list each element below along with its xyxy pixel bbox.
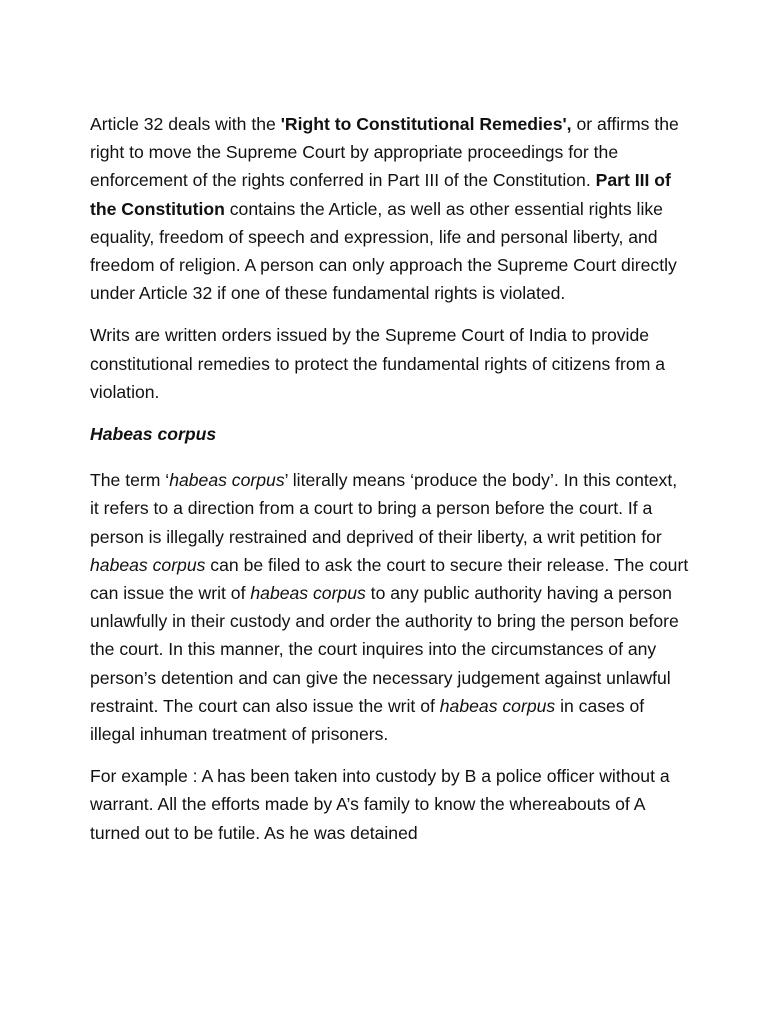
bold-phrase-part-iii: Part III of the Constitution (90, 170, 671, 219)
italic-term: habeas corpus (250, 583, 366, 604)
paragraph-example: For example : A has been taken into custody by B a police officer without a warrant. All the efforts made by A’s family to know the whereabouts of A turned out to be futile. As he was detained (90, 766, 670, 843)
text-run: in cases of illegal inhuman treatment of prisoners. (90, 695, 645, 745)
text-run: The term ‘ (90, 470, 170, 491)
text-run: can be filed to ask the court to secure their release. The court can issue the writ of (90, 554, 689, 604)
document-body (90, 110, 690, 861)
section-heading-habeas-corpus: Habeas corpus (90, 424, 217, 445)
text-run: or affirms the right to move the Supreme Court by appropriate proceedings for the enforcement of the rights conferred in Part III of the Constitution. (90, 114, 679, 191)
text-run: ’ literally means ‘produce the body’. In this context, it refers to a direction from a court to bring a person before the court. If a person is illegally restrained and deprived of their liberty, a writ petition for (90, 470, 678, 547)
paragraph-writs: Writs are written orders issued by the Supreme Court of India to provide constitutional remedies to protect the fundamental rights of citizens from a violation. (90, 325, 666, 402)
bold-phrase-right-to-constitutional-remedies: 'Right to Constitutional Remedies', (280, 114, 572, 134)
text-run: Article 32 deals with the (90, 114, 281, 134)
italic-term: habeas corpus (439, 695, 556, 716)
italic-term: habeas corpus (169, 470, 285, 491)
text-run: to any public authority having a person unlawfully in their custody and order the authority to bring the person before the court. In this manner, the court inquires into the circumstances of any person’s detention and can give the necessary judgement against unlawful restraint. The court can also issue the writ of (90, 583, 679, 716)
italic-term: habeas corpus (90, 554, 206, 575)
paragraph-habeas-corpus (90, 466, 690, 748)
text-run: contains the Article, as well as other essential rights like equality, freedom of speech and expression, life and personal liberty, and freedom of religion. A person can only approach the Supreme Court directly under Article 32 if one of these fundamental rights is violated. (90, 198, 677, 304)
paragraph-article-32 (90, 110, 690, 307)
